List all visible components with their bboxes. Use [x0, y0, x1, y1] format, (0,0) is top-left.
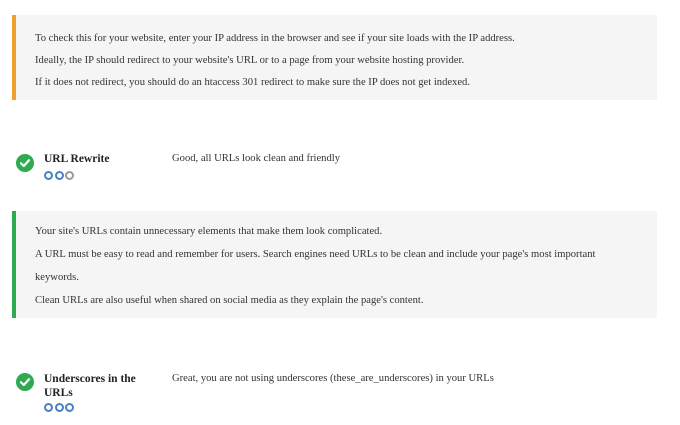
check-result: Good, all URLs look clean and friendly [172, 153, 340, 164]
note-line: Ideally, the IP should redirect to your website's URL or to a page from your website hosting provider. [35, 55, 465, 66]
note-line: A URL must be easy to read and remember for users. Search engines need URLs to be clean and include your page's most important [35, 249, 596, 260]
check-title: URL Rewrite [44, 153, 110, 165]
note-line: To check this for your website, enter your IP address in the browser and see if your site loads with the IP address. [35, 33, 515, 44]
note-line: Your site's URLs contain unnecessary elements that make them look complicated. [35, 226, 383, 237]
importance-dot [65, 171, 74, 180]
check-circle-icon [16, 154, 34, 172]
note-line: If it does not redirect, you should do an htaccess 301 redirect to make sure the IP does not get indexed. [35, 77, 471, 88]
importance-indicator [44, 403, 76, 413]
url-rewrite-note [12, 211, 657, 318]
check-circle-icon [16, 373, 34, 391]
check-title: Underscores in the URLs [44, 373, 136, 399]
importance-dot [44, 171, 53, 180]
importance-dot [44, 403, 53, 412]
check-result: Great, you are not using underscores (these_are_underscores) in your URLs [172, 373, 494, 384]
importance-dot [55, 403, 64, 412]
importance-dot [55, 171, 64, 180]
importance-dot [65, 403, 74, 412]
ip-canonicalization-note [12, 15, 657, 100]
note-line: keywords. [35, 272, 79, 283]
note-line: Clean URLs are also useful when shared on social media as they explain the page's content. [35, 295, 424, 306]
importance-indicator [44, 171, 76, 181]
